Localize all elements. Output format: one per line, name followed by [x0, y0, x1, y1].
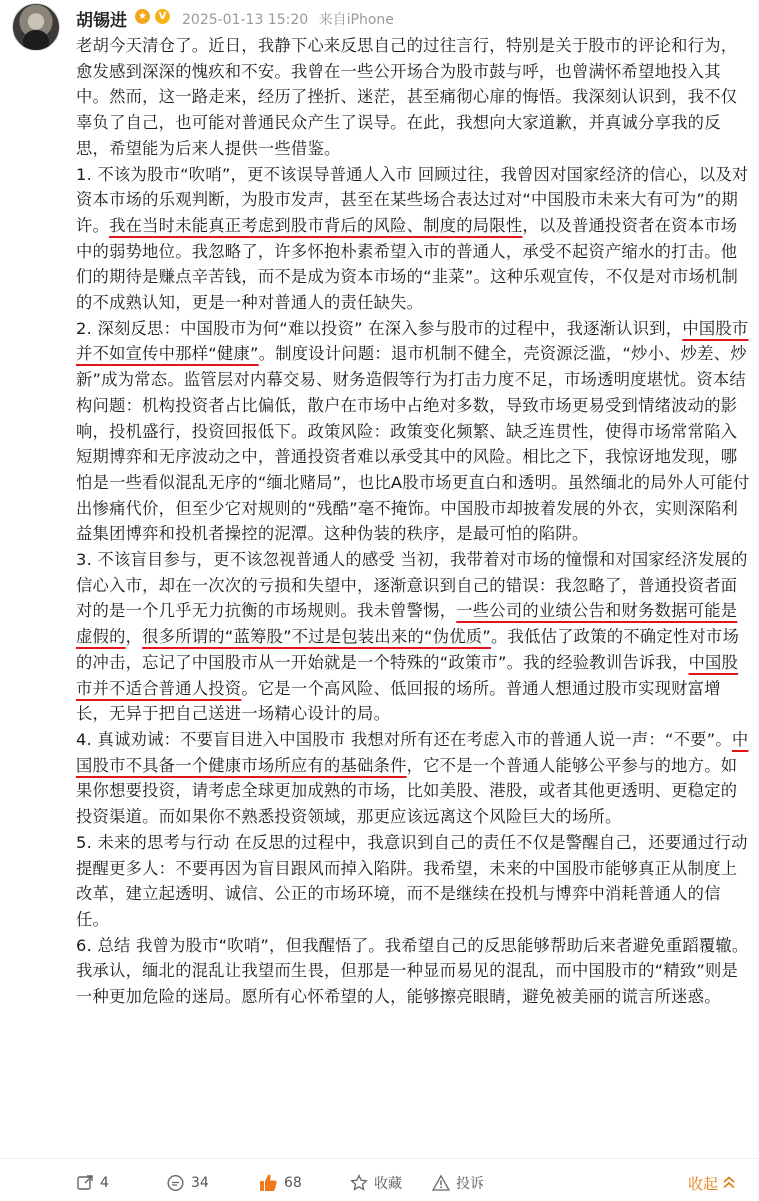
text-segment: 1. 不该为股市“吹哨”，更不该误导普通人入市 回顾过往，我曾因对国家经济的信心，以及对资本市场的乐观判断，为股市发声，甚至在某些场合表达过对“中国股市未来大有可为”的期许。 — [76, 164, 749, 235]
repost-icon — [76, 1174, 94, 1192]
like-button[interactable] — [258, 1173, 302, 1193]
paragraph — [76, 547, 752, 727]
text-segment: 3. 不该盲目参与，更不该忽视普通人的感受 当初，我带着对市场的憧憬和对国家经济发展的信心入市，却在一次次的亏损和失望中，逐渐意识到自己的错误：我忽略了，普通投资者面对的是一个几乎无力抗衡的市场规则。我未曾警惕， — [76, 550, 748, 621]
action-bar — [0, 1158, 759, 1201]
like-count: 68 — [284, 1175, 302, 1191]
author-name[interactable]: 胡锡进 — [76, 11, 127, 31]
gold-medal-icon: ★ — [135, 9, 150, 24]
comment-button[interactable] — [166, 1173, 209, 1193]
report-label: 投诉 — [456, 1176, 484, 1192]
paragraph — [76, 162, 752, 316]
text-segment: ，以及普通投资者在资本市场中的弱势地位。我忽略了，许多怀抱朴素希望入市的普通人，承受不起资产缩水的打击。他们的期待是赚点辛苦钱，而不是成为资本市场的“韭菜”。这种乐观宣传，不仅是对市场机制的不成熟认知，更是一种对普通人的责任缺失。 — [76, 215, 739, 313]
paragraph — [76, 933, 752, 1010]
avatar[interactable] — [12, 3, 60, 51]
star-icon — [350, 1174, 368, 1192]
post-meta — [182, 9, 400, 29]
text-segment: 。我低估了政策的不确定性对市场的冲击，忘记了中国股市从一开始就是一个特殊的“政策市”。我的经验教训告诉我， — [76, 627, 739, 672]
collapse-button[interactable] — [688, 1173, 736, 1193]
warning-icon — [432, 1174, 450, 1192]
v-verified-icon: V — [155, 9, 170, 24]
highlighted-text: 中国股市并不适合普通人投资 — [76, 652, 739, 698]
thumbs-up-icon — [258, 1173, 278, 1193]
highlighted-text: 很多所谓的“蓝筹股”不过是包装出来的“伪优质” — [142, 627, 491, 647]
repost-count: 4 — [100, 1175, 109, 1191]
chevron-up-icon — [722, 1175, 736, 1191]
text-segment: 。制度设计问题：退市机制不健全，壳资源泛滥，“炒小、炒差、炒新”成为常态。监管层对内幕交易、财务造假等行为打击力度不足，市场透明度堪忧。资本结构问题：机构投资者占比偏低，散户在市场中占绝对多数，导致市场更易受到情绪波动的影响，投机盛行，投资回报低下。政策风险：政策变化频繁、缺乏连贯性，使得市场常常陷入短期博弈和无序波动之中，普通投资者难以承受其中的风险。相比之下，我惊讶地发现，哪怕是一些看似混乱无序的“缅北赌局”，也比A股市场更直白和透明。虽然缅北的局外人可能付出惨痛代价，但至少它对规则的“残酷”毫不掩饰。中国股市却披着发展的外衣，实则深陷利益集团博弈和投机者操控的泥潭。这种伪装的秩序，是最可怕的陷阱。 — [76, 344, 750, 544]
text-segment: 5. 未来的思考与行动 在反思的过程中，我意识到自己的责任不仅是警醒自己，还要通过行动提醒更多人：不要再因为盲目跟风而掉入陷阱。我希望，未来的中国股市能够真正从制度上改革，建立起透明、诚信、公正的市场环境，而不是继续在投机与博弈中消耗普通人的信任。 — [76, 832, 748, 929]
text-segment: 2. 深刻反思：中国股市为何“难以投资” 在深入参与股市的过程中，我逐渐认识到， — [76, 318, 683, 338]
post-body — [76, 33, 752, 1010]
paragraph — [76, 33, 752, 162]
paragraph — [76, 316, 752, 547]
favorite-button[interactable] — [350, 1173, 402, 1193]
highlighted-text: 一些公司的业绩公告和财务数据可能是虚假的 — [76, 601, 738, 647]
post-date: 2025-01-13 15:20 — [182, 12, 309, 28]
highlighted-text: 中国股市并不如宣传中那样“健康” — [76, 318, 749, 364]
report-button[interactable] — [432, 1173, 484, 1193]
post-source: 来自iPhone — [318, 12, 394, 28]
comment-count: 34 — [191, 1175, 209, 1191]
paragraph — [76, 727, 752, 830]
repost-button[interactable] — [76, 1173, 109, 1193]
text-segment: ， — [125, 627, 143, 647]
text-segment: 6. 总结 我曾为股市“吹哨”，但我醒悟了。我希望自己的反思能够帮助后来者避免重蹈覆辙。我承认，缅北的混乱让我望而生畏，但那是一种显而易见的混乱，而中国股市的“精致”则是一种更加危险的迷局。愿所有心怀希望的人，能够擦亮眼睛，避免被美丽的谎言所迷惑。 — [76, 935, 749, 1007]
highlighted-text: 我在当时未能真正考虑到股市背后的风险、制度的局限性 — [109, 215, 523, 235]
comment-icon — [166, 1174, 185, 1193]
text-segment: 4. 真诚劝诫：不要盲目进入中国股市 我想对所有还在考虑入市的普通人说一声：“不要”。 — [76, 729, 732, 749]
text-segment: 老胡今天清仓了。近日，我静下心来反思自己的过往言行，特别是关于股市的评论和行为，愈发感到深深的愧疚和不安。我曾在一些公开场合为股市鼓与呼，也曾满怀希望地投入其中。然而，这一路走来，经历了挫折、迷茫，甚至痛彻心扉的悔悟。我深刻认识到，我不仅辜负了自己，也可能对普通民众产生了误导。在此，我想向大家道歉，并真诚分享我的反思，希望能为后来人提供一些借鉴。 — [76, 36, 738, 158]
text-segment: 。它是一个高风险、低回报的场所。普通人想通过股市实现财富增长，无异于把自己送进一场精心设计的局。 — [76, 678, 721, 724]
favorite-label: 收藏 — [374, 1176, 402, 1192]
collapse-label: 收起 — [688, 1174, 719, 1193]
paragraph — [76, 830, 752, 933]
text-segment: ，它不是一个普通人能够公平参与的地方。如果你想要投资，请考虑全球更加成熟的市场，比如美股、港股，或者其他更透明、更稳定的投资渠道。而如果你不熟悉投资领域，那更应该远离这个风险巨大的场所。 — [76, 755, 738, 827]
highlighted-text: 中国股市不具备一个健康市场所应有的基础条件 — [76, 729, 749, 775]
